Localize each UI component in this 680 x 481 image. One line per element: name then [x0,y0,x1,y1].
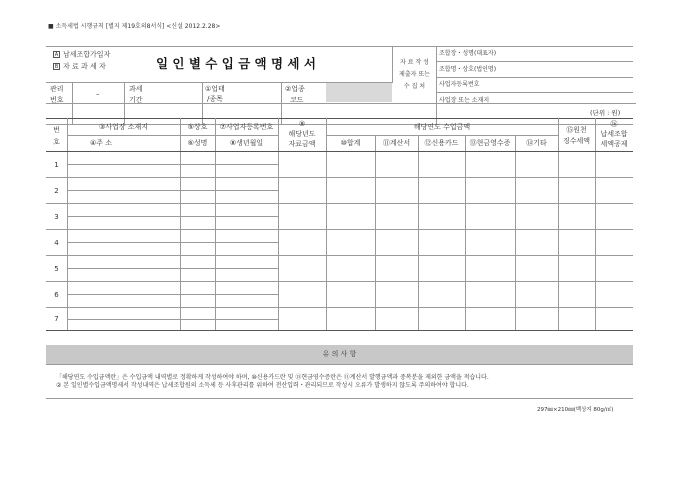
row-line [46,281,633,282]
row-line [46,307,633,308]
submitter-row-line [436,92,633,93]
row-number-1: 1 [54,161,59,169]
row-mid-line [67,319,278,320]
mgmt-label-2: 번호 [50,96,64,104]
submitter-row-line [436,77,633,78]
submitter-field-union-name: 조합명・상호(법인명) [439,66,497,73]
col-11-invoice: ⑪계산서 [382,139,411,147]
role-data-taxpayer [53,63,106,71]
notes-line-1: 「해당연도 수입금액란」은 수입금액 내역별로 정확하게 작성하여야 하며, ⑩신용카드란 및 ⑬현금영수증란은 ⑪계산서 발행금액과 중복분을 제외한 금액을 적습니다. [56,374,489,381]
row-mid-line [67,190,278,191]
col-15-label-1: ⑮원천 [566,126,587,134]
col-6-name: ⑥성명 [187,139,208,147]
row-mid-line [67,268,278,269]
mgmt-label-1: 관리 [50,85,64,93]
row-line [46,177,633,178]
row-number-2: 2 [54,187,59,195]
tax-period-label-1: 과세 [129,85,143,93]
col-3-business-location: ③사업장 소재지 [98,123,149,131]
col-12-credit-card: ⑫신용카드 [424,139,459,147]
industry-code-shaded-cell [326,83,392,102]
letter-a-box: A [54,52,59,58]
col-9-label-1: 해당년도 [288,130,316,138]
col-16-label-1: 납세조합 [600,130,628,138]
col-16-number: ⑯ [610,120,618,128]
submitter-field-business-no: 사업자등록번호 [439,81,480,88]
row-line [46,229,633,230]
header-bottom-line [46,151,633,152]
table-vline [515,135,516,330]
submitter-label-1: 자 료 작 성 [400,59,429,66]
role-b-label: 자 료 과 세 자 [63,62,106,71]
letter-b-box: B [54,64,59,70]
table-vline [67,118,68,330]
business-type-label-2: /종목 [207,95,223,103]
role-a-label: 납세조합가입자 [63,50,111,59]
paper-spec: 297㎜×210㎜(백상지 80g/㎡) [537,407,614,413]
table-bottom-border [46,330,633,331]
page-title: 일 인 별 수 입 금 액 명 세 서 [156,56,316,71]
tax-period-label-2: 기간 [129,96,143,104]
row-line [46,255,633,256]
industry-code-label-2: 코드 [290,96,304,104]
row-number-5: 5 [54,265,59,273]
header-mid-line [67,135,278,136]
col-13-cash-receipt: ⑬현금영수증 [469,139,511,147]
col-5-trade-name: ⑤상호 [187,123,208,131]
row-mid-line [67,294,278,295]
row-number-7: 7 [54,315,59,323]
table-vline [180,118,181,330]
col-9-label-2: 자료금액 [288,140,316,148]
title-top-border [46,46,633,47]
table-vline [215,118,216,330]
table-vline [418,135,419,330]
col-10-total: ⑩합계 [340,139,361,147]
industry-code-label-1: ②업종 [285,85,305,93]
col-no-label-2: 호 [53,138,60,146]
row-mid-line [67,216,278,217]
mgmt-number-value: – [96,90,100,98]
table-vline [278,118,279,330]
col-no-label-1: 번 [53,126,60,134]
submitter-label-2: 제출자 또는 [399,71,430,78]
table-vline [595,118,596,330]
unit-label: (단위 : 원) [590,109,621,117]
table-vline [326,118,327,330]
notes-title: 유 의 사 항 [322,350,357,358]
row-number-6: 6 [54,291,59,299]
row-mid-line [67,164,278,165]
submitter-label-3: 수 집 처 [403,83,426,90]
submitter-field-divider [436,46,437,124]
row-number-3: 3 [54,213,59,221]
col-14-other: ⑭기타 [526,139,547,147]
table-top-border [46,118,633,119]
row-line [46,203,633,204]
col-15-label-2: 징수세액 [562,137,591,145]
col-7-business-reg-no: ⑦사업자등록번호 [219,123,274,131]
submitter-field-representative: 조합장・성명(대표자) [439,50,497,57]
meta-bottom-border [46,103,636,104]
col-9-number: ⑨ [298,120,306,128]
notes-divider [46,364,633,365]
row-mid-line [67,242,278,243]
header-mid-line [326,135,558,136]
business-type-label-1: ①업태 [205,85,225,93]
col-group-income: 해당연도 수입금액 [413,123,471,131]
col-8-birth-date: ⑧생년월일 [229,139,264,147]
submitter-field-address: 사업장 또는 소재지 [439,97,490,104]
table-vline [375,135,376,330]
form-caption: ■ 소득세법 시행규칙 [별지 제19호의8서식] <신설 2012.2.28> [48,23,221,30]
table-vline [465,135,466,330]
col-4-address: ④주 소 [90,139,113,147]
role-taxpayer-member [53,51,110,59]
table-vline [558,118,559,330]
notes-line-2: ② 본 일인별수입금액명세서 작성내역은 납세조합원의 소득세 등 사후관리를 위하여 전산입력・관리되므로 작성시 오류가 발생하지 않도록 주의하여야 합니다. [56,382,469,389]
notes-bottom-border [46,398,633,399]
col-16-label-2: 세액공제 [600,140,628,148]
submitter-row-line [436,61,633,62]
row-number-4: 4 [54,239,59,247]
